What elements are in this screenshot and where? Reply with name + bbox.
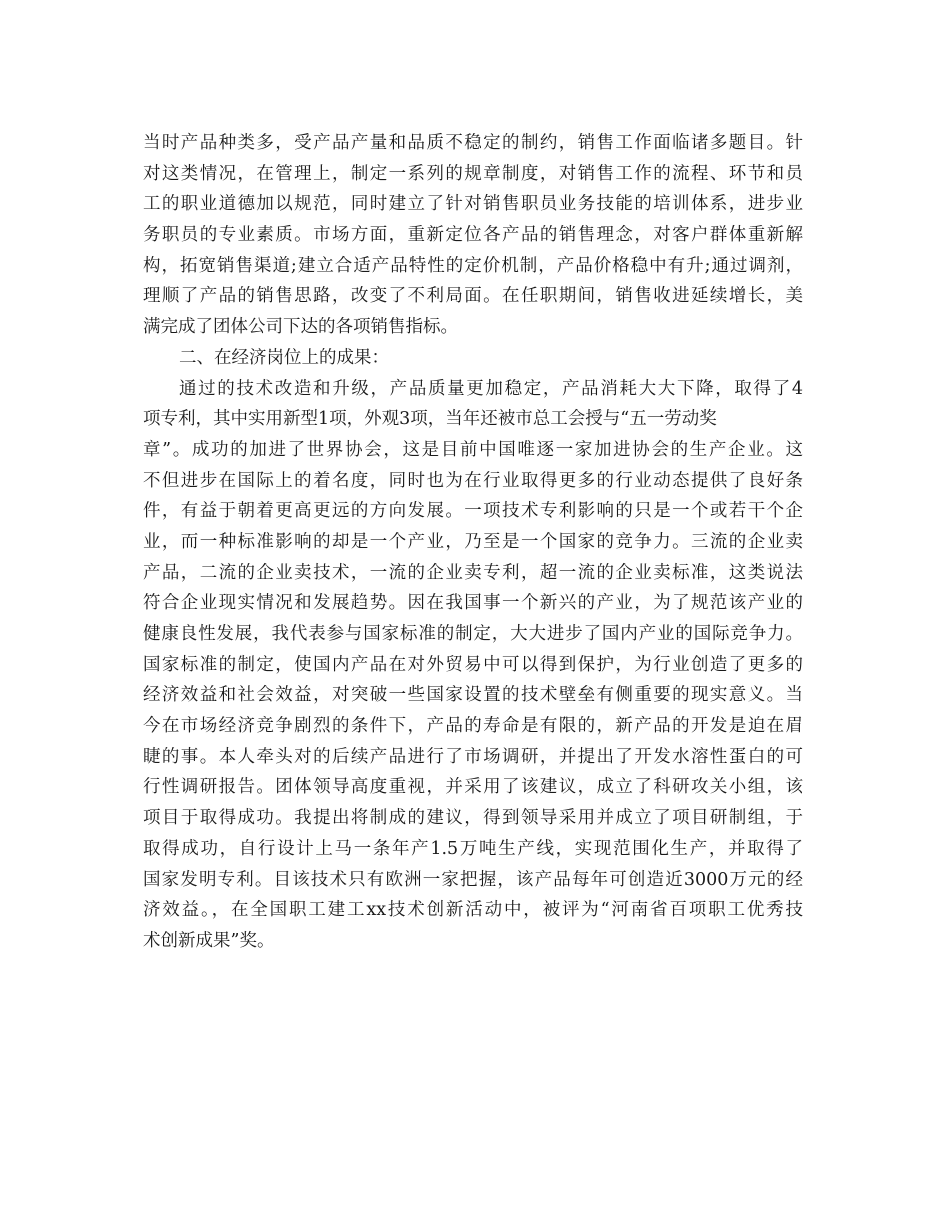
text-line: 满完成了团体公司下达的各项销售指标。 <box>143 317 458 338</box>
text-line: 今在市场经济竞争剧烈的条件下，产品的寿命是有限的，新产品的开发是迫在眉 <box>143 716 803 737</box>
text-line: 济效益。，在全国职工建工xx技术创新活动中，被评为“河南省百项职工优秀技 <box>143 900 803 921</box>
text-line: 业，而一种标准影响的却是一个产业，乃至是一个国家的竞争力。三流的企业卖 <box>143 531 803 552</box>
text-line: 行性调研报告。团体领导高度重视，并采用了该建议，成立了科研攻关小组，该 <box>143 777 803 798</box>
section-heading: 二、在经济岗位上的成果： <box>179 347 389 368</box>
document-body <box>143 128 803 957</box>
text-line: 术创新成果”奖。 <box>143 930 275 951</box>
text-line: 睫的事。本人牵头对的后续产品进行了市场调研，并提出了开发水溶性蛋白的可 <box>143 746 803 767</box>
text-line: 工的职业道德加以规范，同时建立了针对销售职员业务技能的培训体系，进步业 <box>143 194 803 215</box>
text-line: 产品，二流的企业卖技术，一流的企业卖专利，超一流的企业卖标准，这类说法 <box>143 562 803 583</box>
text-line: 健康良性发展，我代表参与国家标准的制定，大大进步了国内产业的国际竞争力。 <box>143 624 803 644</box>
text-line: 符合企业现实情况和发展趋势。因在我国事一个新兴的产业，为了规范该产业的 <box>143 593 803 614</box>
text-line: 对这类情况，在管理上，制定一系列的规章制度，对销售工作的流程、环节和员 <box>143 163 803 184</box>
text-line: 当时产品种类多，受产品产量和品质不稳定的制约，销售工作面临诸多题目。针 <box>143 133 803 153</box>
text-line: 国家发明专利。目该技术只有欧洲一家把握，该产品每年可创造近3000万元的经 <box>143 869 803 890</box>
text-line: 件，有益于朝着更高更远的方向发展。一项技术专利影响的只是一个或若干个企 <box>143 501 803 522</box>
text-line: 取得成功，自行设计上马一条年产1.5万吨生产线，实现范围化生产，并取得了 <box>143 838 803 859</box>
text-line: 务职员的专业素质。市场方面，重新定位各产品的销售理念，对客户群体重新解 <box>143 225 803 246</box>
text-line: 项目于取得成功。我提出将制成的建议，得到领导采用并成立了项目研制组，于 <box>143 808 803 829</box>
text-line: 理顺了产品的销售思路，改变了不利局面。在任职期间，销售收进延续增长，美 <box>143 286 803 307</box>
text-line: 不但进步在国际上的着名度，同时也为在行业取得更多的行业动态提供了良好条 <box>143 470 803 491</box>
text-line: 章”。成功的加进了世界协会，这是目前中国唯逐一家加进协会的生产企业。这 <box>143 439 803 460</box>
text-line: 构，拓宽销售渠道;建立合适产品特性的定价机制，产品价格稳中有升;通过调剂， <box>143 255 803 276</box>
text-line: 通过的技术改造和升级，产品质量更加稳定，产品消耗大大下降，取得了4 <box>179 378 803 399</box>
text-line: 项专利，其中实用新型1项，外观3项，当年还被市总工会授与“五一劳动奖 <box>143 409 717 430</box>
text-line: 国家标准的制定，使国内产品在对外贸易中可以得到保护，为行业创造了更多的 <box>143 654 803 675</box>
text-line: 经济效益和社会效益，对突破一些国家设置的技术壁垒有侧重要的现实意义。当 <box>143 685 803 706</box>
